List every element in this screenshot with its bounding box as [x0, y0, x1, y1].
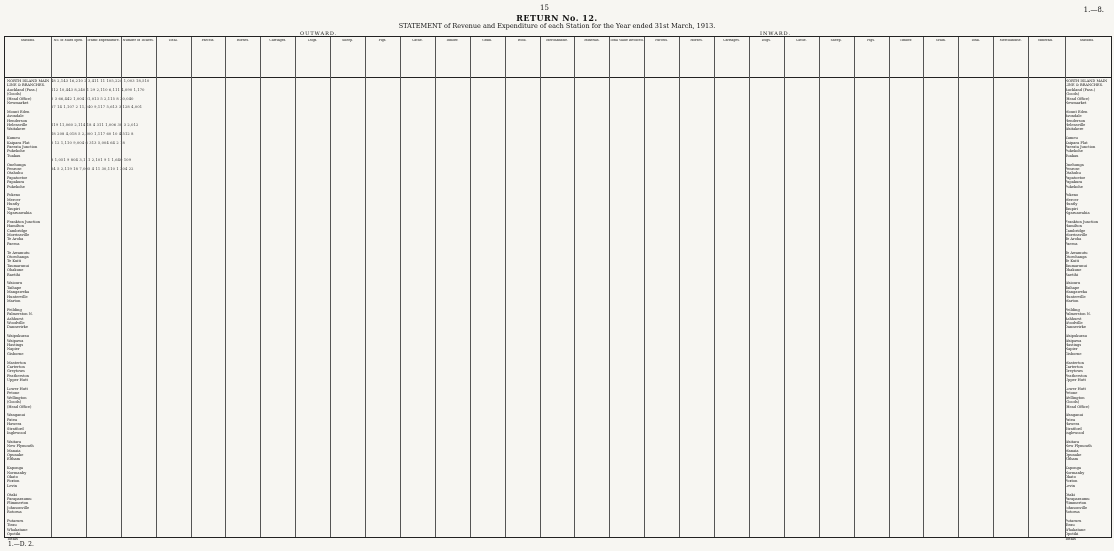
station-name: (Goods): [7, 92, 22, 97]
station-name-right: Auckland (Pass.): [1065, 87, 1096, 92]
column-header: Merchandise.: [999, 39, 1022, 42]
station-name: Waiouru: [7, 281, 23, 286]
column-header: Stations.: [1079, 39, 1095, 42]
station-name: Hamilton: [7, 224, 24, 229]
row-figures: 119 11,060 2,114 18 4 311 1,006 38 3 2,012: [51, 123, 139, 127]
station-name-right: Te Kuiti: [1065, 259, 1080, 264]
column-header: Cattle.: [411, 39, 423, 42]
table-header: [5, 37, 1111, 78]
column-header: Parcels.: [655, 39, 669, 42]
station-name-right: Papakura: [1065, 180, 1083, 185]
station-name-right: Otorohanga: [1065, 255, 1087, 259]
column-rule: [330, 37, 331, 537]
column-header: Dogs.: [761, 39, 771, 42]
station-name-right: Pokeno: [1065, 193, 1079, 198]
station-name-right: Taumarunui: [1065, 263, 1087, 268]
station-name: Opunake: [7, 453, 24, 457]
station-name: Raetihi: [7, 272, 21, 277]
station-name: Rotorua: [7, 510, 22, 515]
station-name-right: Kumeu: [1065, 136, 1078, 141]
station-name: NORTH ISLAND MAIN: [7, 79, 49, 83]
column-rule: [749, 37, 750, 537]
station-name-right: Avondale: [1065, 114, 1082, 119]
station-name: Newmarket: [7, 101, 29, 105]
column-rule: [784, 37, 785, 537]
station-name-right: Lower Hutt: [1065, 387, 1086, 391]
column-rule: [295, 37, 296, 537]
column-rule: [609, 37, 610, 537]
return-title: RETURN No. 12.: [516, 13, 598, 23]
row-figures: 8 1,051 9 804 3,111 2,101 9 1 1,640 109: [51, 158, 132, 163]
section-outward: OUTWARD.: [300, 31, 338, 37]
station-name: Ohakune: [7, 268, 24, 273]
station-name: Totals: [7, 536, 18, 541]
column-header: Total.: [971, 39, 981, 42]
row-figures: 64 5 2,119 18 7,005 4 11 30,110 1 204 22: [51, 167, 134, 171]
column-header: Traffic Expenditure.: [87, 39, 120, 42]
column-header: Timber.: [446, 39, 459, 42]
column-rule: [400, 37, 401, 537]
station-name: Waipawa: [7, 338, 24, 343]
station-name: Otahuhu: [7, 171, 23, 176]
station-name: Tuakau: [7, 153, 21, 158]
station-name: Petone: [7, 391, 20, 396]
column-rule: [993, 37, 994, 537]
station-name: Ngaruawahia: [7, 211, 32, 215]
station-name: Napier: [7, 347, 20, 352]
station-name: Ashhurst: [7, 316, 24, 321]
station-name: Henderson: [7, 118, 28, 123]
column-header: Wool.: [517, 39, 527, 42]
station-name: Tirau: [7, 523, 17, 528]
station-name: (Head Office): [7, 96, 32, 101]
station-name-right: Helensville: [1065, 123, 1086, 127]
station-name: Te Aroha: [7, 237, 24, 242]
station-name-right: Kaipara Flat: [1065, 140, 1088, 145]
column-header: Minerals.: [584, 39, 600, 42]
row-figures: 5 3 66,442 1,004 21,013 5 2,115 8 30,040: [51, 96, 134, 101]
station-name-right: Taupiri: [1065, 206, 1078, 211]
station-name-right: Stratford: [1065, 426, 1082, 431]
station-name: Pukekohe: [7, 184, 25, 189]
station-name: Pokeno: [7, 193, 21, 198]
station-name: Penrose: [7, 167, 22, 171]
station-name-right: Napier: [1065, 347, 1078, 352]
column-rule: [819, 37, 820, 537]
station-name-right: Normanby: [1065, 470, 1085, 475]
station-name-right: Opotiki: [1065, 532, 1079, 537]
station-name: Avondale: [7, 114, 24, 119]
column-rule: [51, 37, 52, 537]
column-header: Pigs.: [867, 39, 875, 42]
station-name: Wanganui: [7, 413, 26, 418]
column-header: Horses.: [236, 39, 250, 42]
station-name: Palmerston N.: [7, 312, 33, 317]
station-name-right: Mercer: [1065, 197, 1079, 202]
station-name-right: Feilding: [1065, 307, 1080, 312]
station-name: Featherston: [7, 373, 29, 378]
station-name-right: Carterton: [1065, 365, 1083, 369]
station-name-right: Okato: [1065, 475, 1076, 479]
station-name-right: Palmerston N.: [1065, 312, 1091, 317]
station-name-right: Tirau: [1065, 523, 1075, 528]
station-name: Manaia: [7, 448, 21, 453]
row-figures: 18 208 4,018 5 2,300 1,117 60 10 4,512 8: [51, 131, 134, 136]
station-name-right: Penrose: [1065, 167, 1080, 171]
station-name-right: Paeroa: [1065, 241, 1078, 246]
station-name-right: Kaponga: [1065, 466, 1082, 471]
column-header: Carriages.: [723, 39, 740, 42]
row-figures: 27 14 1,107 2 11,240 9,117 5,613 3 128 4,001: [51, 105, 143, 110]
column-rule: [958, 37, 959, 537]
column-rule: [156, 37, 157, 537]
station-name-right: NORTH ISLAND MAIN: [1065, 79, 1108, 83]
station-name: Inglewood: [7, 431, 27, 435]
station-name: Wellington: [7, 395, 27, 400]
station-name-right: Waitakere: [1065, 127, 1084, 132]
revenue-table: [4, 36, 1112, 541]
station-name: Normanby: [7, 470, 27, 475]
page-number: 15: [540, 4, 549, 12]
station-name: Gisborne: [7, 351, 24, 356]
column-rule: [923, 37, 924, 537]
station-name: Lower Hutt: [7, 387, 28, 391]
station-name-right: Newmarket: [1065, 101, 1087, 105]
station-name-right: Frankton Junction: [1065, 219, 1099, 224]
station-name-right: Manaia: [1065, 448, 1079, 453]
station-name-right: Pukekohe: [1065, 184, 1083, 189]
station-name: Taupiri: [7, 206, 20, 211]
station-name: Plimmerton: [7, 501, 29, 506]
station-name: Hastings: [7, 343, 24, 347]
station-name-right: Inglewood: [1065, 431, 1085, 435]
column-rule: [574, 37, 575, 537]
station-name: Levin: [7, 483, 18, 488]
station-name: Papakura: [7, 180, 25, 185]
column-header: Merchandise.: [545, 39, 569, 42]
station-name: Marton: [7, 299, 21, 303]
station-name-right: Ohakune: [1065, 268, 1082, 273]
station-name: Frankton Junction: [7, 219, 41, 224]
station-name-right: Cambridge: [1065, 228, 1086, 233]
station-name: Waipukurau: [7, 334, 29, 339]
column-rule: [470, 37, 471, 537]
station-name: Woodville: [7, 321, 25, 325]
station-name-right: Ashhurst: [1065, 316, 1082, 321]
station-name: Paerata Junction: [7, 145, 38, 149]
station-name-right: Ngaruawahia: [1065, 211, 1090, 215]
station-name-right: Paraparaumu: [1065, 497, 1090, 501]
station-name-right: Wellington: [1065, 395, 1085, 400]
column-header: Grain.: [482, 39, 493, 42]
station-name: Patea: [7, 417, 18, 422]
station-name-right: Eltham: [1065, 457, 1079, 462]
station-name-right: Totals: [1065, 536, 1076, 541]
station-name: LINE & BRANCHES.: [7, 83, 46, 88]
station-name: Kumeu: [7, 136, 20, 141]
station-name: Te Kuiti: [7, 259, 22, 264]
station-name: Te Awamutu: [7, 250, 30, 255]
station-name: Paraparaumu: [7, 497, 32, 501]
column-rule: [225, 37, 226, 537]
station-name-right: Marton: [1065, 299, 1079, 303]
station-name-right: Putaruru: [1065, 519, 1082, 523]
column-header: Pigs.: [378, 39, 387, 42]
station-name: Waitakere: [7, 127, 26, 132]
column-rule: [121, 37, 122, 537]
station-name: Papatoetoe: [7, 175, 28, 180]
footer-reference: 1.—D. 2.: [8, 541, 34, 548]
station-name-right: Huntly: [1065, 202, 1078, 207]
station-name-right: (Head Office): [1065, 404, 1090, 409]
station-name: Mangaweka: [7, 290, 30, 295]
station-name-right: Patea: [1065, 417, 1076, 422]
column-header: Dogs.: [308, 39, 318, 42]
station-name-right: Dannevirke: [1065, 325, 1086, 330]
station-name-right: Raetihi: [1065, 272, 1079, 277]
station-name-right: Onehunga: [1065, 162, 1084, 167]
station-name-right: Waipukurau: [1065, 334, 1087, 339]
station-name-right: Gisborne: [1065, 351, 1082, 356]
station-name: Stratford: [7, 426, 24, 431]
station-name: Waitara: [7, 439, 22, 444]
station-name-right: Opunake: [1065, 453, 1082, 457]
station-name-right: Mount Eden: [1065, 109, 1088, 114]
station-name-right: Hunterville: [1065, 294, 1086, 299]
station-name: (Head Office): [7, 404, 32, 409]
station-name: Feilding: [7, 307, 22, 312]
station-name: Johnsonville: [7, 505, 30, 510]
column-rule: [854, 37, 855, 537]
station-name: Kaipara Flat: [7, 140, 30, 145]
station-name-right: New Plymouth: [1065, 444, 1092, 449]
column-rule: [365, 37, 366, 537]
station-name: Whakatane: [7, 527, 28, 532]
station-name: Dannevirke: [7, 325, 28, 330]
column-header: Minerals.: [1037, 39, 1054, 42]
station-name-right: Taihape: [1065, 285, 1080, 290]
station-name-right: Upper Hutt: [1065, 378, 1086, 383]
station-name: Otaki: [7, 492, 17, 497]
station-name-right: Johnsonville: [1065, 505, 1088, 510]
station-name-right: Tuakau: [1065, 153, 1079, 158]
station-name-right: Waitara: [1065, 439, 1080, 444]
station-name-right: Mangaweka: [1065, 290, 1088, 295]
column-rule: [435, 37, 436, 537]
station-name: Foxton: [7, 479, 20, 484]
station-name-right: Te Aroha: [1065, 237, 1082, 242]
station-name: Okato: [7, 475, 18, 479]
station-name: Taumarunui: [7, 263, 29, 268]
station-name-right: Hawera: [1065, 422, 1080, 427]
column-header: Total.: [168, 39, 178, 42]
column-rule: [260, 37, 261, 537]
station-name: Cambridge: [7, 228, 28, 233]
station-name-right: Whakatane: [1065, 527, 1086, 532]
column-rule: [679, 37, 680, 537]
station-name: Paeroa: [7, 241, 20, 246]
station-name-right: Pukekohe: [1065, 149, 1083, 154]
station-name: Greytown: [7, 369, 25, 374]
station-name-right: Rotorua: [1065, 510, 1080, 515]
station-name: Hunterville: [7, 294, 28, 299]
station-name: Masterton: [7, 360, 26, 365]
station-name: New Plymouth: [7, 444, 34, 449]
station-name-right: Foxton: [1065, 479, 1078, 484]
column-rule: [1065, 37, 1066, 537]
station-name-right: Otaki: [1065, 492, 1075, 497]
station-name-right: Wanganui: [1065, 413, 1084, 418]
column-rule: [505, 37, 506, 537]
station-name: Otorohanga: [7, 255, 29, 259]
column-rule: [191, 37, 192, 537]
station-name-right: (Goods): [1065, 400, 1080, 405]
table-row: [5, 537, 1111, 542]
station-name-right: (Goods): [1065, 92, 1080, 97]
station-name: Opotiki: [7, 532, 21, 537]
column-header: Carriages.: [269, 39, 287, 42]
row-figures: 112 10,443 8,240 1 29 2,110 6,111 4,090 1,170: [51, 87, 145, 92]
station-name-right: Masterton: [1065, 360, 1084, 365]
column-rule: [889, 37, 890, 537]
station-name-right: LINE & BRANCHES.: [1065, 83, 1104, 88]
station-name: Hawera: [7, 422, 22, 427]
column-header: Grain.: [935, 39, 946, 42]
column-rule: [644, 37, 645, 537]
column-header: Timber.: [899, 39, 913, 42]
station-name-right: Woodville: [1065, 321, 1083, 325]
section-inward: INWARD.: [760, 31, 792, 37]
station-name-right: Plimmerton: [1065, 501, 1087, 506]
station-name: Pukekohe: [7, 149, 25, 154]
column-header: Number of Tickets.: [122, 39, 154, 42]
station-name-right: Papatoetoe: [1065, 175, 1086, 180]
column-rule: [540, 37, 541, 537]
station-name: Kaponga: [7, 466, 24, 471]
column-header: Horses.: [690, 39, 703, 42]
station-name-right: Paerata Junction: [1065, 145, 1096, 149]
station-name: Upper Hutt: [7, 378, 28, 383]
station-name: Onehunga: [7, 162, 26, 167]
statement-subtitle: STATEMENT of Revenue and Expenditure of each Station for the Year ended 31st March, 1913.: [398, 22, 716, 30]
station-name-right: Te Awamutu: [1065, 250, 1088, 255]
column-rule: [714, 37, 715, 537]
station-name-right: Levin: [1065, 483, 1076, 488]
station-name-right: Hamilton: [1065, 224, 1082, 229]
row-figures: 48 2,143 16,210 2 3,411 11 105,224 1,003 18,510: [51, 79, 150, 83]
column-header: Parcels.: [201, 39, 215, 42]
station-name-right: Petone: [1065, 391, 1078, 396]
station-name: Eltham: [7, 457, 21, 462]
document-reference: 1.—8.: [1083, 6, 1104, 14]
station-name: Taihape: [7, 285, 22, 290]
station-name: Helensville: [7, 123, 28, 127]
station-name-right: Henderson: [1065, 118, 1086, 123]
station-name: Huntly: [7, 202, 20, 207]
column-header: No. of Miles open.: [53, 39, 84, 42]
station-name: Mercer: [7, 197, 21, 202]
column-header: Stations.: [20, 39, 36, 42]
column-header: Total Value Invoiced.: [609, 39, 644, 42]
station-name: Mount Eden: [7, 109, 30, 114]
station-name-right: Waiouru: [1065, 281, 1081, 286]
station-name-right: Waipawa: [1065, 338, 1082, 343]
column-rule: [86, 37, 87, 537]
column-rule: [1028, 37, 1029, 537]
station-name-right: (Head Office): [1065, 96, 1090, 101]
row-figures: 6 12 1,110 9,004 6 313 5,004 64 2 18: [51, 140, 125, 145]
station-name-right: Greytown: [1065, 369, 1083, 374]
station-name: Carterton: [7, 365, 25, 369]
column-header: Sheep.: [830, 39, 842, 42]
station-name-right: Morrinsville: [1065, 233, 1088, 237]
station-name-right: Otahuhu: [1065, 171, 1081, 176]
station-name: Auckland (Pass.): [7, 87, 38, 92]
station-name: (Goods): [7, 400, 22, 405]
station-name: Morrinsville: [7, 233, 30, 237]
station-name: Putaruru: [7, 519, 24, 523]
column-header: Sheep.: [342, 39, 354, 42]
station-name-right: Hastings: [1065, 343, 1082, 347]
column-header: Cattle.: [795, 39, 807, 42]
station-name-right: Featherston: [1065, 373, 1087, 378]
